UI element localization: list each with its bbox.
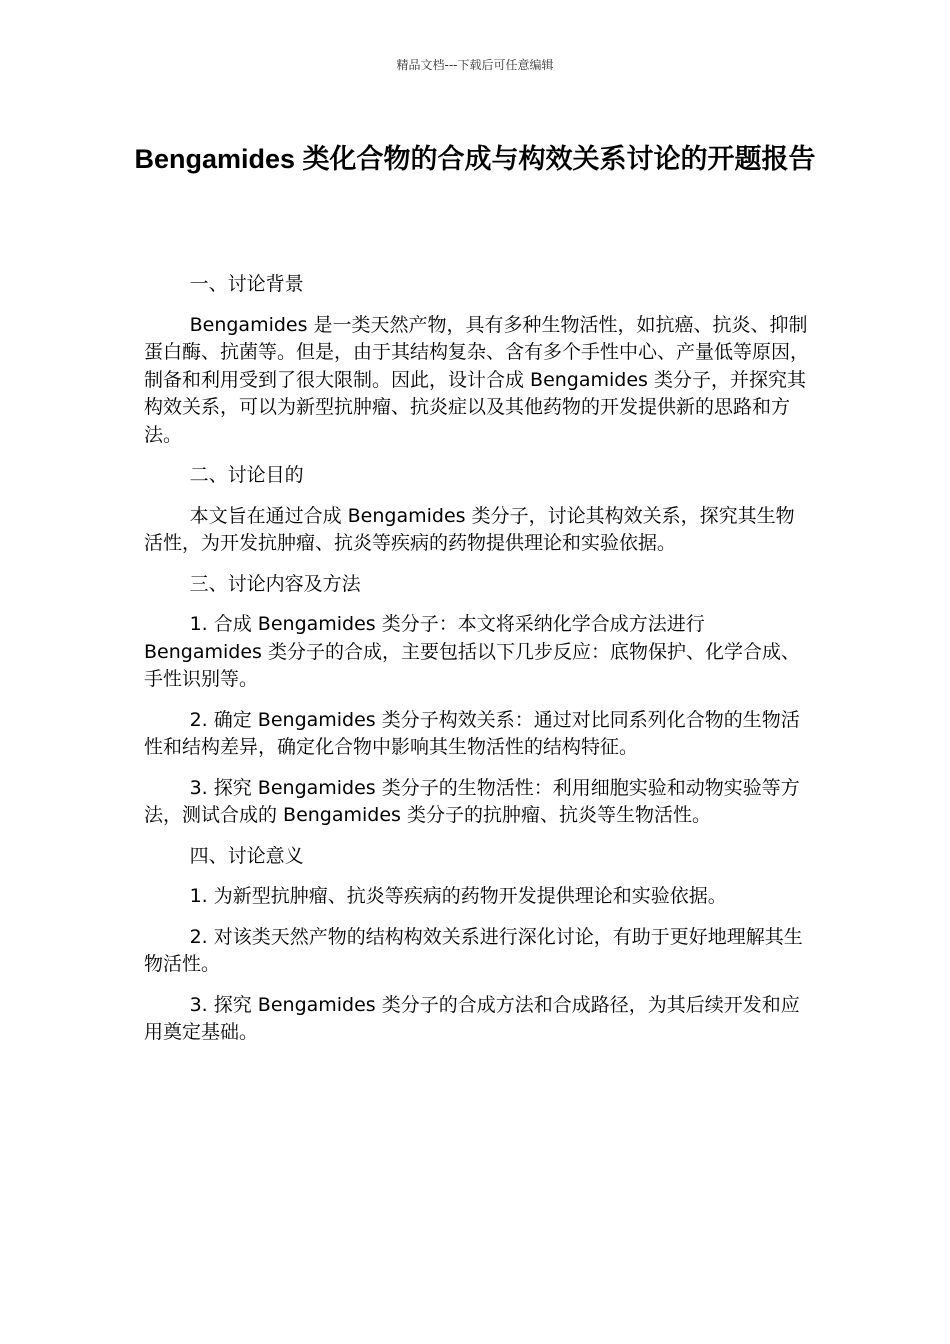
paragraph-significance-3: 3. 探究 Bengamides 类分子的合成方法和合成路径，为其后续开发和应用奠定基础。 [144, 993, 800, 1043]
paragraph-methods-1: 1. 合成 Bengamides 类分子：本文将采纳化学合成方法进行 Bengamides 类分子的合成，主要包括以下几步反应：底物保护、化学合成、手性识别等。 [144, 613, 800, 690]
paragraph-significance-1: 1. 为新型抗肿瘤、抗炎等疾病的药物开发提供理论和实验依据。 [189, 885, 727, 907]
document-body [144, 271, 810, 1060]
paragraph-methods-2: 2. 确定 Bengamides 类分子构效关系：通过对比同系列化合物的生物活性和结构差异，确定化合物中影响其生物活性的结构特征。 [144, 708, 800, 758]
paragraph-purpose: 本文旨在通过合成 Bengamides 类分子，讨论其构效关系，探究其生物活性，为开发抗肿瘤、抗炎等疾病的药物提供理论和实验依据。 [144, 504, 795, 554]
section-heading-background: 一、讨论背景 [189, 273, 304, 295]
header-note: 精品文档---下载后可任意编辑 [396, 58, 554, 72]
section-heading-purpose: 二、讨论目的 [189, 464, 304, 486]
paragraph-background: Bengamides 是一类天然产物，具有多种生物活性，如抗癌、抗炎、抑制蛋白酶、抗菌等。但是，由于其结构复杂、含有多个手性中心、产量低等原因，制备和利用受到了很大限制。因此，设计合成 Bengamides 类分子，并探究其构效关系，可以为新型抗肿瘤、抗炎症以及其他药物的开发提供新的思路和方法。 [144, 313, 810, 446]
document-title: Bengamides 类化合物的合成与构效关系讨论的开题报告 [134, 144, 816, 174]
section-heading-significance: 四、讨论意义 [189, 844, 304, 867]
section-heading-methods: 三、讨论内容及方法 [189, 572, 361, 595]
paragraph-methods-3: 3. 探究 Bengamides 类分子的生物活性：利用细胞实验和动物实验等方法，测试合成的 Bengamides 类分子的抗肿瘤、抗炎等生物活性。 [144, 776, 800, 826]
paragraph-significance-2: 2. 对该类天然产物的结构构效关系进行深化讨论，有助于更好地理解其生物活性。 [144, 925, 803, 975]
